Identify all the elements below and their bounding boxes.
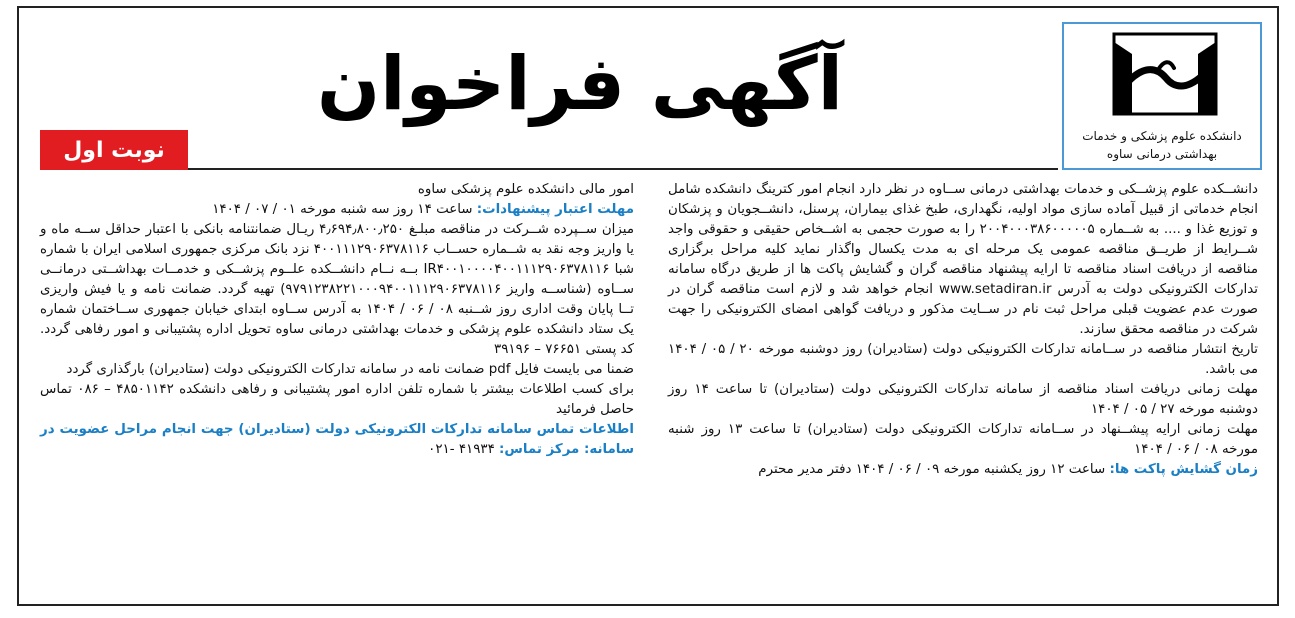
- intro-paragraph: دانشــکده علوم پزشــکی و خدمات بهداشتی درمانی ســاوه در نظر دارد انجام امور کترینگ دانشکده شامل انجام خدماتی از قبیل آماده سازی مواد اولیه، نگهداری، طبخ غذای بیماران، پرسنل، دانشــجویان و پزشکان و توزیع غذا و .... به شــماره ۲۰۰۴۰۰۰۳۸۶۰۰۰۰۰۵ را به صورت حجمی به اشــخاص حقیقی و حقوقی واجد شــرایط از طریــق مناقصه عمومی یک مرحله ای به مدت یکسال واگذار نماید کلیه مراحل برگزاری مناقصه از دریافت اسناد مناقصه تا ارایه پیشنهاد مناقصه گران و گشایش پاکت ها از طریق درگاه سامانه تدارکات الکترونیکی دولت به آدرس www.setadiran.ir انجام خواهد شد و لازم است مناقصه گران در صورت عدم عضویت قبلی مراحل ثبت نام در ســایت مذکور و دریافت گواهی امضای الکترونیکی را جهت شرکت در مناقصه محقق سازند.: [668, 182, 1259, 337]
- receive-deadline: مهلت زمانی دریافت اسناد مناقصه از سامانه تدارکات الکترونیکی دولت (ستادیران) تا ساعت ۱۴ روز دوشنبه مورخه ۲۷ / ۰۵ / ۱۴۰۴: [668, 382, 1258, 417]
- right-column: [668, 180, 1258, 480]
- org-name-line2: بهداشتی درمانی ساوه: [1106, 147, 1218, 161]
- organization-name: [1064, 127, 1260, 163]
- contact-info: برای کسب اطلاعات بیشتر با شماره تلفن اداره امور پشتیبانی و رفاهی دانشکده ۴۸۵۰۱۱۴۲ – ۰۸۶ تماس حاصل فرمائید: [40, 382, 635, 417]
- org-name-line1: دانشکده علوم پزشکی و خدمات: [1082, 129, 1242, 143]
- opening-text: ساعت ۱۲ روز یکشنبه مورخه ۰۹ / ۰۶ / ۱۴۰۴ دفتر مدیر محترم: [758, 462, 1110, 477]
- ad-title: آگهی فراخوان: [317, 41, 843, 127]
- guarantee-paragraph: میزان ســپرده شــرکت در مناقصه مبلـغ ۴٫۶۹۴٫۸۰۰٫۲۵۰ ریـال ضمانتنامه بانکی با اعتبار حداقل ســه ماه و یا واریز وجه نقد به شــماره حســاب ۴۰۰۱۱۱۲۹۰۶۳۷۸۱۱۶ نزد بانک مرکزی جمهوری اسلامی ایران با شماره شبا IR۴۰۰۱۰۰۰۰۴۰۰۱۱۱۲۹۰۶۳۷۸۱۱۶ بــه نــام دانشــکده علــوم پزشــکی و خدمــات بهداشــتی درمانــی ســاوه (شناســه واریز ۹۷۹۱۲۳۸۲۲۱۰۰۰۹۴۰۰۱۱۱۲۹۰۶۳۷۸۱۱۶) تهیه گردد. ضمانت نامه و یا فیش واریزی تــا پایان وقت اداری روز شــنبه ۰۸ / ۰۶ / ۱۴۰۴ به آدرس ســاوه ابتدای خیابان جمهوری ســاختمان شماره یک ستاد دانشکده علوم پزشکی و خدمات بهداشتی درمانی ساوه تحویل اداره پشتیبانی و امور رفاهی گردد. کد پستی ۷۶۶۵۱ – ۳۹۱۹۶: [40, 222, 634, 357]
- setad-phone: ۴۱۹۳۴ -۰۲۱: [428, 442, 500, 457]
- publish-date: تاریخ انتشار مناقصه در ســامانه تدارکات الکترونیکی دولت (ستادیران) روز دوشنبه مورخه ۲۰ / ۰۵ / ۱۴۰۴ می باشد.: [668, 342, 1258, 377]
- setad-contact: [40, 420, 634, 460]
- setad-contact-label: اطلاعات تماس سامانه تدارکات الکترونیکی دولت (ستادیران) جهت انجام مراحل عضویت در سامانه: مرکز تماس:: [40, 422, 634, 457]
- opening-time: [668, 460, 1258, 480]
- validity-text: ساعت ۱۴ روز سه شنبه مورخه ۰۱ / ۰۷ / ۱۴۰۴: [212, 202, 477, 217]
- left-column: [40, 180, 634, 460]
- round-badge: نوبت اول: [40, 130, 188, 170]
- pdf-note: ضمنا می بایست فایل pdf ضمانت نامه در سامانه تدارکات الکترونیکی دولت (ستادیران) بارگذاری گردد: [66, 362, 634, 377]
- submit-deadline: مهلت زمانی ارایه پیشــنهاد در ســامانه تدارکات الکترونیکی دولت (ستادیران) تا ساعت ۱۳ روز شنبه مورخه ۰۸ / ۰۶ / ۱۴۰۴: [668, 422, 1258, 457]
- continuation-line: امور مالی دانشکده علوم پزشکی ساوه: [417, 182, 634, 197]
- opening-label: زمان گشایش پاکت ها:: [1109, 462, 1258, 477]
- validity-label: مهلت اعتبار پیشنهادات:: [476, 202, 634, 217]
- university-emblem-icon: [1112, 32, 1218, 116]
- header-divider: [188, 168, 1058, 170]
- validity-period: [40, 200, 634, 220]
